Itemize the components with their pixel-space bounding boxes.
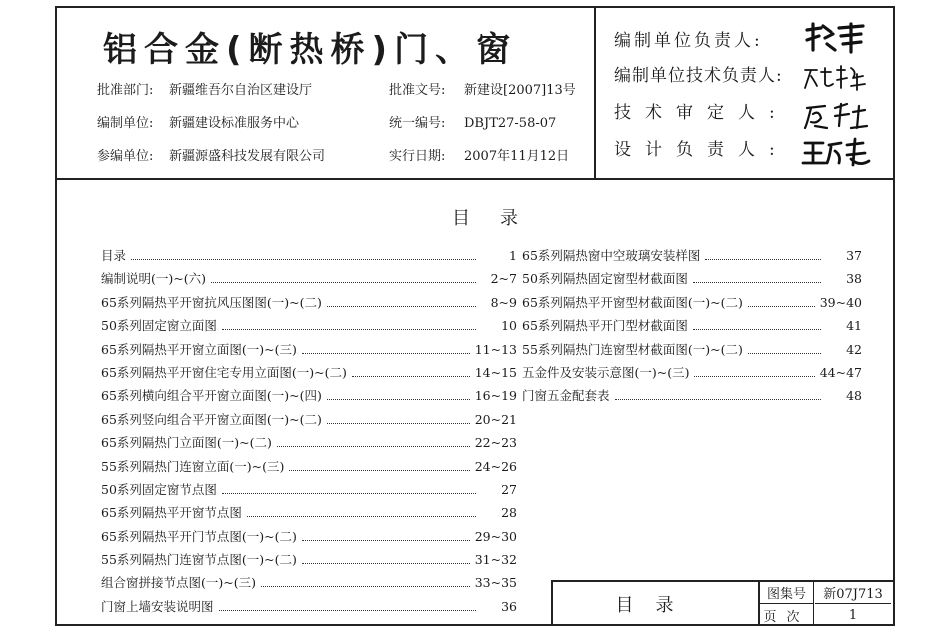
toc-entry-title: 50系列固定窗节点图 [101,481,217,497]
toc-entry-pages: 11~13 [474,341,517,357]
toc-entry-pages: 29~30 [474,528,517,544]
title-block [551,580,895,626]
toc-column-left [101,246,517,620]
toc-leader-dots [327,306,476,307]
toc-leader-dots [352,376,470,377]
toc-entry-pages: 27 [501,481,517,497]
toc-entry [101,316,517,339]
toc-entry [522,246,862,269]
toc-entry [101,246,517,269]
toc-entry-pages: 20~21 [474,411,517,427]
toc-entry-title: 55系列隔热门连窗节点图(一)~(二) [101,552,297,568]
toc-entry-pages: 2~7 [490,271,517,287]
toc-entry-title: 65系列隔热窗中空玻璃安装样图 [522,248,701,263]
toc-entry-title: 50系列固定窗立面图 [101,318,217,334]
meta-row-participant [97,145,569,164]
toc-entry-pages: 1 [509,248,517,263]
meta-label: 实行日期: [389,149,446,164]
toc-entry-pages: 10 [501,318,517,334]
toc-entry-title: 目录 [101,248,127,263]
page-number-label: 页次 [760,604,814,626]
toc-entry-title: 65系列隔热平开窗住宅专用立面图(一)~(二) [101,364,347,380]
toc-entry [101,340,517,363]
toc-leader-dots [211,282,476,283]
signatory-role: 设计负责人: [614,140,789,160]
toc-entry-title: 65系列隔热平开窗立面图(一)~(三) [101,341,297,357]
toc-entry-title: 65系列隔热平开门型材截面图 [522,318,688,334]
meta-value: 新疆维吾尔自治区建设厅 [169,83,313,98]
header-block [57,8,893,180]
toc-leader-dots [615,399,821,400]
atlas-number-label: 图集号 [760,582,814,604]
toc-entry-title: 55系列隔热门连窗立面(一)~(三) [101,458,285,474]
toc-entry [522,386,862,409]
toc-entry [522,316,862,339]
title-block-name: 目录 [553,582,760,626]
meta-row-approval [97,79,576,98]
toc-entry [101,573,517,596]
signatory-role: 编制单位技术负责人: [614,66,783,86]
toc-entry-title: 50系列隔热固定窗型材截面图 [522,271,688,287]
toc-leader-dots [289,470,469,471]
toc-column-right [522,246,862,410]
handwritten-signature [801,20,881,54]
toc-entry [522,340,862,363]
toc-entry [101,457,517,480]
toc-leader-dots [277,446,470,447]
toc-leader-dots [327,399,470,400]
toc-entry-title: 五金件及安装示意图(一)~(三) [522,364,690,380]
handwritten-signature [801,135,881,169]
toc-entry [101,269,517,292]
toc-entry [101,480,517,503]
toc-entry-pages: 33~35 [474,575,517,591]
meta-value: 新建设[2007]13号 [464,83,576,98]
toc-entry-title: 55系列隔热门连窗型材截面图(一)~(二) [522,341,743,357]
meta-value: 新疆源盛科技发展有限公司 [169,149,326,164]
toc-entry-pages: 39~40 [819,294,862,310]
toc-entry-title: 组合窗拼接节点图(一)~(三) [101,575,256,591]
toc-entry-pages: 31~32 [474,552,517,568]
toc-entry [101,433,517,456]
toc-entry-pages: 24~26 [474,458,517,474]
toc-entry [101,550,517,573]
toc-leader-dots [694,376,814,377]
toc-entry-pages: 38 [846,271,862,287]
meta-value: DBJT27-58-07 [464,116,557,131]
handwritten-signature [801,60,881,94]
signatory-role: 编制单位负责人: [614,31,763,51]
toc-entry-title: 65系列隔热平开窗抗风压图图(一)~(二) [101,294,322,310]
toc-entry-title: 编制说明(一)~(六) [101,271,206,287]
toc-entry-pages: 48 [846,388,862,404]
toc-leader-dots [302,353,470,354]
toc-leader-dots [748,306,815,307]
handwritten-signature [801,98,881,132]
toc-heading: 目录 [452,208,548,229]
toc-entry-title: 65系列隔热门立面图(一)~(二) [101,435,272,451]
meta-label: 批准文号: [389,83,446,98]
toc-entry-title: 65系列横向组合平开窗立面图(一)~(四) [101,388,322,404]
toc-entry [101,410,517,433]
toc-entry-pages: 36 [501,598,517,614]
meta-label: 统一编号: [389,116,446,131]
toc-entry-title: 门窗上墙安装说明图 [101,598,214,614]
toc-entry-pages: 42 [846,341,862,357]
toc-entry-pages: 22~23 [474,435,517,451]
toc-entry-title: 门窗五金配套表 [522,388,610,404]
toc-entry-pages: 37 [846,248,862,263]
toc-leader-dots [748,353,821,354]
drawing-sheet [55,6,895,626]
meta-value: 新疆建设标准服务中心 [169,116,300,131]
toc-entry [522,363,862,386]
page-number-value: 1 [848,607,858,623]
toc-entry [101,386,517,409]
toc-leader-dots [261,586,470,587]
meta-label: 参编单位: [97,149,154,164]
toc-entry [101,363,517,386]
meta-row-compiler [97,112,556,131]
toc-entry-title: 65系列隔热平开门节点图(一)~(二) [101,528,297,544]
toc-entry-pages: 44~47 [819,364,862,380]
toc-entry [101,293,517,316]
toc-leader-dots [222,493,476,494]
toc-leader-dots [327,423,470,424]
atlas-number-value: 新07J713 [815,582,891,604]
toc-entry [101,503,517,526]
toc-entry-title: 65系列竖向组合平开窗立面图(一)~(二) [101,411,322,427]
toc-entry-pages: 14~15 [474,364,517,380]
toc-leader-dots [247,516,476,517]
toc-leader-dots [302,540,470,541]
toc-leader-dots [219,610,476,611]
toc-entry-pages: 41 [846,318,862,334]
toc-leader-dots [705,259,821,260]
toc-leader-dots [131,259,476,260]
toc-leader-dots [693,282,821,283]
toc-entry-pages: 8~9 [490,294,517,310]
toc-leader-dots [302,563,470,564]
toc-entry-title: 65系列隔热平开窗型材截面图(一)~(二) [522,294,743,310]
meta-label: 编制单位: [97,116,154,131]
meta-label: 批准部门: [97,83,154,98]
toc-entry-title: 65系列隔热平开窗节点图 [101,505,242,521]
toc-leader-dots [222,329,476,330]
signatory-panel [596,8,893,178]
meta-value: 2007年11月12日 [464,149,570,164]
signatory-role: 技术审定人: [614,103,789,123]
header-info [57,8,596,178]
toc-entry [101,527,517,550]
toc-entry-pages: 28 [501,505,517,521]
toc-entry-pages: 16~19 [474,388,517,404]
toc-leader-dots [693,329,821,330]
toc-entry [522,269,862,292]
document-title: 铝合金(断热桥)门、窗 [103,30,518,70]
toc-entry [522,293,862,316]
toc-entry [101,597,517,620]
